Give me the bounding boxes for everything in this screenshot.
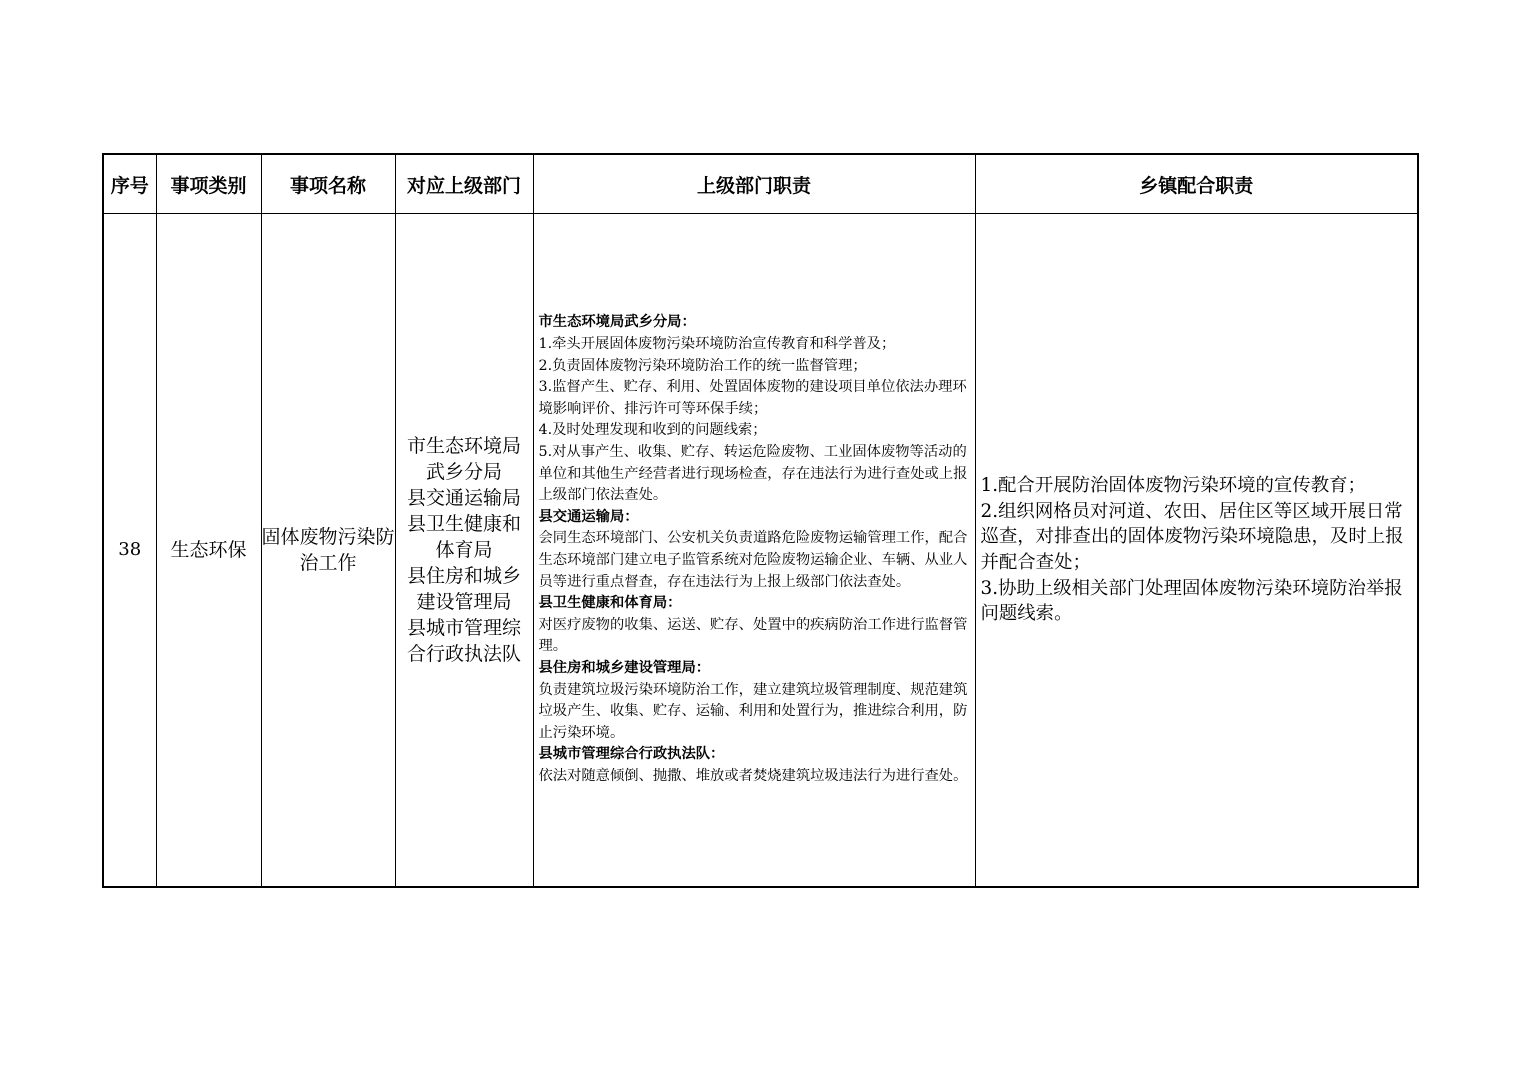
header-seq: 序号 (103, 154, 156, 214)
cell-town-duties: 1.配合开展防治固体废物污染环境的宣传教育； 2.组织网格员对河道、农田、居住区等区域开展日常巡查，对排查出的固体废物污染环境隐患，及时上报并配合查处； 3.协助上级相关部门处理固体废物污染环境防治举报问题线索。 (975, 214, 1418, 888)
duty-heading: 市生态环境局武乡分局： (538, 314, 696, 331)
department-line: 县住房和城乡 (406, 565, 521, 587)
duty-heading: 县城市管理综合行政执法队： (538, 746, 725, 763)
header-upper-department: 对应上级部门 (395, 154, 533, 214)
duty-text: 依法对随意倾倒、抛撒、堆放或者焚烧建筑垃圾违法行为进行查处。 (538, 767, 968, 784)
department-line: 合行政执法队 (406, 643, 521, 665)
duty-heading: 县住房和城乡建设管理局： (538, 659, 711, 676)
duty-text: 1.牵头开展固体废物污染环境防治宣传教育和科学普及； 2.负责固体废物污染环境防治工作的统一监督管理； 3.监督产生、贮存、利用、处置固体废物的建设项目单位依法办理环境影响评价、排污许可等环保手续； 4.及时处理发现和收到的问题线索； 5.对从事产生、收集、贮存、转运危险废物、工业固体废物等活动的单位和其他生产经营者进行现场检查，存在违法行为进行查处或上报上级部门依法查处。 (538, 336, 968, 504)
duty-text: 对医疗废物的收集、运送、贮存、处置中的疾病防治工作进行监督管理。 (538, 616, 968, 655)
table-header-row (103, 154, 1418, 214)
duty-table (102, 153, 1419, 888)
department-line: 武乡分局 (425, 461, 502, 483)
duty-heading: 县卫生健康和体育局： (538, 595, 682, 612)
duty-text: 负责建筑垃圾污染环境防治工作，建立建筑垃圾管理制度、规范建筑垃圾产生、收集、贮存、运输、利用和处置行为，推进综合利用，防止污染环境。 (538, 681, 968, 741)
department-line: 县交通运输局 (406, 487, 521, 509)
cell-item-name: 固体废物污染防治工作 (261, 214, 395, 888)
header-town-duties: 乡镇配合职责 (975, 154, 1418, 214)
department-line: 县城市管理综 (406, 617, 521, 639)
department-line: 县卫生健康和 (406, 513, 521, 535)
duty-text: 会同生态环境部门、公安机关负责道路危险废物运输管理工作，配合生态环境部门建立电子监管系统对危险废物运输企业、车辆、从业人员等进行重点督查，存在违法行为上报上级部门依法查处。 (538, 530, 968, 590)
department-line: 体育局 (435, 539, 493, 561)
cell-upper-duties (533, 214, 975, 888)
duty-block-ecology-bureau (539, 312, 971, 506)
duty-block-housing-bureau (539, 658, 971, 744)
duty-block-urban-management (539, 744, 971, 787)
duty-block-health-bureau (539, 593, 971, 658)
department-line: 市生态环境局 (406, 435, 521, 457)
duty-heading: 县交通运输局： (538, 508, 639, 525)
header-item-name: 事项名称 (261, 154, 395, 214)
header-category: 事项类别 (156, 154, 261, 214)
table-row (103, 214, 1418, 888)
header-upper-duties: 上级部门职责 (533, 154, 975, 214)
cell-upper-department (395, 214, 533, 888)
duty-block-transport-bureau (539, 507, 971, 593)
cell-seq: 38 (103, 214, 156, 888)
department-line: 建设管理局 (416, 591, 512, 613)
cell-category: 生态环保 (156, 214, 261, 888)
